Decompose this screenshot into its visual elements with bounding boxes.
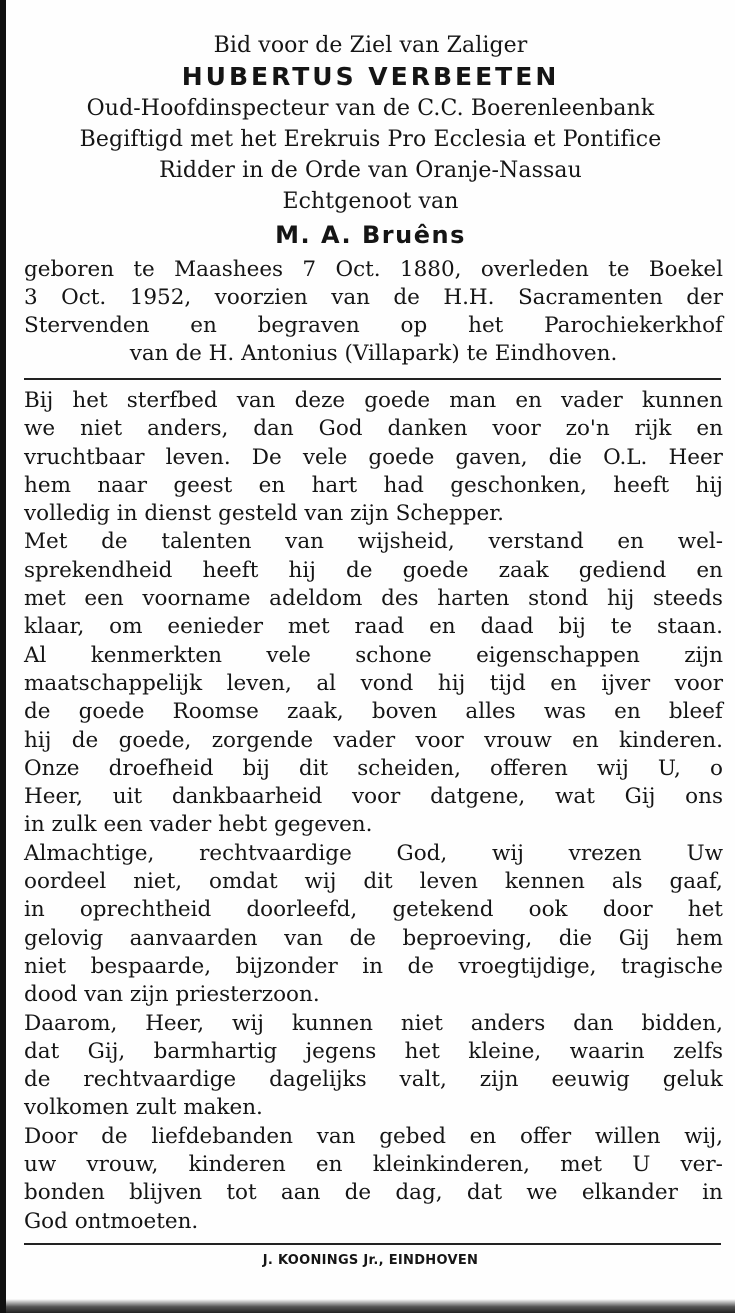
word: man (449, 388, 497, 413)
word: Heer, (145, 1010, 205, 1036)
word: goede (364, 388, 431, 413)
word: in (362, 953, 384, 979)
word: staan. (656, 614, 723, 640)
word: als (611, 869, 643, 895)
word: blijven (129, 1180, 203, 1206)
word: het (404, 1038, 440, 1064)
word: voor (674, 670, 723, 696)
word: Al (24, 642, 47, 668)
word: we (526, 1180, 558, 1206)
word: begraven (257, 313, 360, 338)
word: Uw (686, 840, 723, 866)
body-line (24, 868, 723, 896)
word: God, (396, 840, 448, 866)
word: dankbaarheid (171, 784, 323, 810)
word: had (383, 472, 424, 498)
word: naar (97, 472, 148, 498)
body-line (24, 642, 723, 670)
word: klaar, (24, 614, 85, 640)
word: Gij (618, 925, 650, 951)
word: en (190, 313, 217, 338)
word: dat (466, 1180, 503, 1206)
bio-line (24, 284, 723, 312)
word: goede (78, 699, 145, 725)
body-line (24, 1038, 723, 1066)
word: vrouw, (86, 1152, 159, 1178)
word: bijzonder (235, 953, 338, 979)
word: willen (594, 1123, 661, 1149)
word: en (315, 1152, 343, 1178)
word: wij (232, 1010, 264, 1036)
word: De (251, 444, 282, 470)
word: de (24, 1067, 51, 1093)
word: vele (302, 444, 348, 470)
body-line (24, 387, 723, 415)
word: geschonken, (450, 472, 587, 498)
word: de (346, 557, 373, 583)
word: rechtvaardige (199, 840, 352, 866)
word: zijn (479, 1067, 519, 1093)
title-line-2: Begiftigd met het Erekruis Pro Ecclesia et Pontifice (79, 127, 662, 152)
word: wij, (684, 1123, 723, 1149)
word: Gij, (87, 1038, 126, 1064)
word: Roomse (172, 699, 259, 725)
word: tot (226, 1180, 257, 1206)
word: goede (402, 557, 469, 583)
word: bleef (668, 699, 723, 725)
word: hij (288, 557, 316, 583)
word: rijk (634, 416, 672, 442)
word: elkander (581, 1180, 678, 1206)
word: oprechtheid (79, 897, 212, 923)
word: vrezen (568, 840, 642, 866)
word: wij (491, 840, 524, 866)
word: van (316, 1123, 356, 1149)
word: zorgende (211, 727, 314, 753)
word: niet (400, 1010, 443, 1036)
body-line: dood van zijn priesterzoon. (24, 982, 320, 1008)
word: de (71, 727, 99, 753)
word: en (617, 529, 644, 555)
word: en (515, 388, 542, 413)
word: dit (363, 869, 393, 895)
word: alles (465, 699, 516, 725)
word: door (602, 897, 653, 923)
word: Daarom, (24, 1010, 118, 1036)
word: gaven, (455, 444, 528, 470)
word: Bij (24, 388, 54, 413)
word: overleden (480, 257, 589, 282)
word: goede (368, 444, 435, 470)
word: niet (24, 953, 67, 979)
word: leven, (226, 670, 292, 696)
word: en (429, 614, 456, 640)
word: wijsheid, (357, 529, 455, 555)
word: goede, (118, 727, 192, 753)
word: Heer, (24, 784, 83, 810)
word: zo'n (565, 416, 610, 442)
word: kennen (504, 869, 585, 895)
word: wij (596, 755, 629, 781)
printer-credit: J. KOONINGS Jr., EINDHOVEN (262, 1253, 479, 1268)
word: geluk (662, 1067, 723, 1093)
word: uw (24, 1152, 57, 1178)
spouse-intro: Echtgenoot van (282, 189, 459, 214)
word: aanvaarden (129, 925, 258, 951)
bio-line: van de H. Antonius (Villapark) te Eindhoven. (129, 341, 618, 366)
body-line (24, 528, 723, 556)
word: de (101, 529, 128, 555)
word: heeft (613, 472, 670, 498)
word: geest (173, 472, 233, 498)
word: dan (253, 416, 294, 442)
word: en (614, 699, 641, 725)
word: uit (112, 784, 143, 810)
word: met (24, 586, 66, 612)
body-line (24, 698, 723, 726)
word: zelfs (673, 1038, 723, 1064)
word: we (24, 416, 56, 442)
word: van (331, 285, 370, 310)
prayer-line: Bid voor de Ziel van Zaliger (213, 33, 528, 58)
word: beproeving, (402, 925, 533, 951)
body-line (24, 472, 723, 500)
word: Parochiekerkhof (544, 313, 723, 338)
word: Heer (668, 444, 723, 470)
body-line: volledig in dienst gesteld van zijn Schepper. (24, 501, 504, 527)
word: deze (294, 388, 346, 413)
word: het (72, 388, 108, 413)
word: te (608, 257, 630, 282)
word: omdat (209, 869, 278, 895)
word: sterfbed (126, 388, 218, 413)
word: hij (695, 472, 723, 498)
word: vruchtbaar (24, 444, 145, 470)
title-line-1: Oud-Hoofdinspecteur van de C.C. Boerenleenbank (86, 96, 655, 121)
body-line (24, 444, 723, 472)
word: sprekendheid (24, 557, 173, 583)
body-line (24, 557, 723, 585)
word: valt, (399, 1067, 447, 1093)
word: van (284, 925, 323, 951)
word: de (393, 285, 420, 310)
word: vrouw (484, 727, 552, 753)
body-line (24, 755, 723, 783)
word: Maashees (174, 257, 284, 282)
word: jegens (305, 1038, 377, 1064)
body-line (24, 415, 723, 443)
word: barmhartig (153, 1038, 278, 1064)
word: Sacramenten (517, 285, 663, 310)
word: anders (470, 1010, 546, 1036)
word: kleinkinderen, (372, 1152, 530, 1178)
word: te (610, 614, 633, 640)
word: kleine, (468, 1038, 542, 1064)
word: harten (437, 586, 510, 612)
word: en (550, 670, 577, 696)
word: geboren (24, 257, 115, 282)
body-line (24, 727, 723, 755)
body-line (24, 953, 723, 981)
word: het (468, 313, 504, 338)
word: voor (415, 727, 464, 753)
word: die (548, 444, 582, 470)
body-line (24, 1066, 723, 1094)
word: Onze (24, 755, 80, 781)
word: eenieder (167, 614, 264, 640)
word: al (316, 670, 337, 696)
word: bij (558, 614, 586, 640)
word: gaaf, (669, 869, 723, 895)
word: Oct. (335, 257, 381, 282)
word: oordeel (24, 869, 107, 895)
word: eeuwig (551, 1067, 630, 1093)
word: niet, (133, 869, 183, 895)
word: hij (437, 670, 466, 696)
word: des (381, 586, 419, 612)
word: danken (387, 416, 468, 442)
word: het (687, 897, 723, 923)
word: zijn (684, 642, 723, 668)
eulogy-text (24, 387, 723, 1236)
word: met (287, 614, 330, 640)
word: ons (685, 784, 723, 810)
word: en (696, 557, 723, 583)
word: getekend (392, 897, 494, 923)
word: liefdebanden (151, 1123, 293, 1149)
word: offeren (490, 755, 568, 781)
word: vond (360, 670, 414, 696)
word: Almachtige, (24, 840, 155, 866)
body-line (24, 783, 723, 811)
body-line (24, 613, 723, 641)
word: Boekel (648, 257, 723, 282)
word: voorname (142, 586, 251, 612)
word: bonden (24, 1180, 105, 1206)
word: leven (419, 869, 478, 895)
word: vele (266, 642, 311, 668)
word: van (285, 529, 324, 555)
word: vader (333, 727, 396, 753)
word: boven (371, 699, 438, 725)
bio-line (24, 256, 723, 284)
word: van (236, 388, 276, 413)
word: dit (298, 755, 329, 781)
word: 7 (302, 257, 317, 282)
word: dan (573, 1010, 614, 1036)
word: aan (280, 1180, 321, 1206)
word: kinderen. (619, 727, 723, 753)
word: de (407, 953, 434, 979)
body-line (24, 1151, 723, 1179)
word: dag, (395, 1180, 443, 1206)
word: te (133, 257, 155, 282)
word: en (258, 472, 286, 498)
word: gelovig (24, 925, 104, 951)
body-line (24, 670, 723, 698)
word: 1880, (399, 257, 462, 282)
body-line: in zulk een vader hebt gegeven. (24, 812, 373, 838)
word: maatschappelijk (24, 670, 203, 696)
word: tragische (620, 953, 723, 979)
word: 1952, (129, 285, 192, 310)
word: U (632, 1152, 651, 1178)
word: dagelijks (269, 1067, 367, 1093)
body-line: volkomen zult maken. (24, 1095, 263, 1121)
word: der (686, 285, 723, 310)
word: anders, (147, 416, 229, 442)
word: H.H. (443, 285, 495, 310)
word: God (318, 416, 363, 442)
word: om (109, 614, 143, 640)
word: Door (24, 1123, 78, 1149)
body-line: God ontmoeten. (24, 1208, 199, 1234)
body-line (24, 1123, 723, 1151)
word: O.L. (603, 444, 648, 470)
word: zaak (498, 557, 549, 583)
word: heeft (202, 557, 259, 583)
word: schone (355, 642, 432, 668)
word: gebed (379, 1123, 446, 1149)
word: ijver (601, 670, 651, 696)
word: hem (676, 925, 723, 951)
body-line (24, 840, 723, 868)
body-line (24, 585, 723, 613)
word: niet (80, 416, 123, 442)
word: een (84, 586, 124, 612)
word: de (101, 1123, 128, 1149)
word: ver- (680, 1152, 723, 1178)
body-line (24, 1010, 723, 1038)
body-line (24, 925, 723, 953)
word: bij (242, 755, 270, 781)
word: vader (561, 388, 623, 413)
word: steeds (653, 586, 723, 612)
word: datgene, (430, 784, 526, 810)
word: bespaarde, (90, 953, 212, 979)
word: en (572, 727, 599, 753)
word: dat (24, 1038, 60, 1064)
word: in (24, 897, 45, 923)
word: kunnen (291, 1010, 373, 1036)
word: waarin (569, 1038, 645, 1064)
word: hem (24, 472, 71, 498)
word: talenten (161, 529, 252, 555)
word: vroegtijdige, (458, 953, 597, 979)
word: 3 (24, 285, 38, 310)
word: scheiden, (357, 755, 461, 781)
word: met (560, 1152, 602, 1178)
word: offer (519, 1123, 572, 1149)
word: en (469, 1123, 497, 1149)
word: ook (528, 897, 568, 923)
word: Stervenden (24, 313, 150, 338)
word: droefheid (108, 755, 214, 781)
word: op (400, 313, 428, 338)
word: rechtvaardige (83, 1067, 237, 1093)
word: was (543, 699, 587, 725)
word: leven. (165, 444, 231, 470)
word: de (344, 1180, 372, 1206)
word: kenmerkten (90, 642, 223, 668)
word: verstand (488, 529, 584, 555)
word: doorleefd, (246, 897, 358, 923)
word: bidden, (641, 1010, 723, 1036)
biography-paragraph (24, 256, 723, 368)
card-bottom-edge (6, 1299, 735, 1313)
word: hart (311, 472, 358, 498)
word: hij (606, 586, 635, 612)
word: zaak, (286, 699, 344, 725)
word: U, (657, 755, 681, 781)
word: hij (24, 727, 52, 753)
word: eigenschappen (476, 642, 640, 668)
word: tijd (489, 670, 526, 696)
word: raad (354, 614, 405, 640)
spouse-name: M. A. Bruêns (275, 221, 466, 249)
word: en (696, 416, 723, 442)
body-line (24, 896, 723, 924)
word: die (558, 925, 593, 951)
body-line (24, 1179, 723, 1207)
deceased-name: HUBERTUS VERBEETEN (181, 62, 560, 91)
word: stond (528, 586, 589, 612)
word: o (709, 755, 723, 781)
word: kinderen (188, 1152, 286, 1178)
word: voor (492, 416, 541, 442)
bio-line (24, 312, 723, 340)
word: voor (352, 784, 401, 810)
word: kunnen (641, 388, 723, 413)
word: gediend (578, 557, 667, 583)
word: de (24, 699, 51, 725)
word: de (349, 925, 376, 951)
title-line-3: Ridder in de Orde van Oranje-Nassau (159, 158, 582, 183)
word: wij (304, 869, 337, 895)
top-divider (24, 378, 721, 380)
word: daad (480, 614, 534, 640)
word: Gij (624, 784, 656, 810)
word: adeldom (269, 586, 363, 612)
word: Oct. (61, 285, 107, 310)
card-header (12, 30, 729, 253)
word: wat (555, 784, 595, 810)
word: Met (24, 529, 68, 555)
word: voorzien (214, 285, 308, 310)
bottom-divider (24, 1243, 721, 1245)
word: wel- (677, 529, 723, 555)
word: in (702, 1180, 723, 1206)
